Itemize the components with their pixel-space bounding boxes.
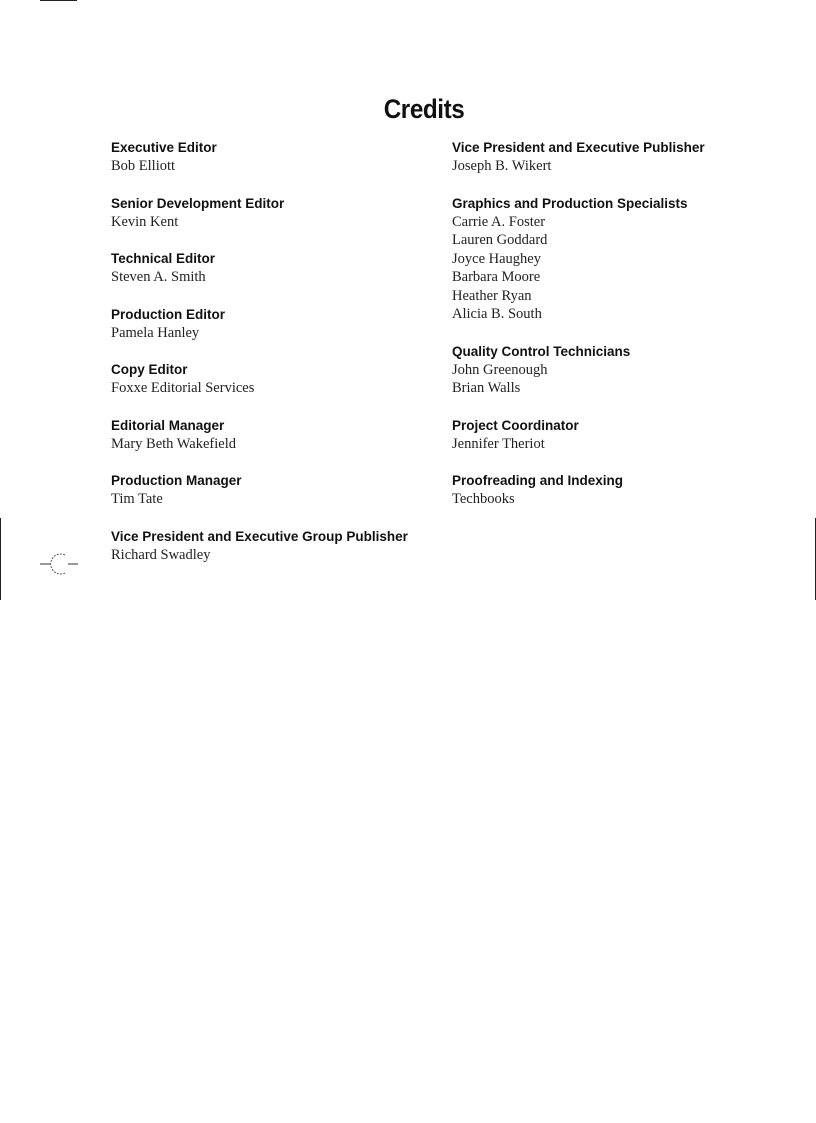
credit-name: Pamela Hanley <box>111 324 200 341</box>
credit-entry <box>111 417 441 454</box>
credit-name: Barbara Moore <box>452 269 541 285</box>
credit-name: John Greenough <box>452 361 548 378</box>
credit-role: Production Manager <box>111 473 242 488</box>
credit-name: Foxxe Editorial Services <box>111 380 255 396</box>
credit-entry <box>111 139 441 176</box>
credit-name: Brian Walls <box>452 380 521 396</box>
credit-name: Steven A. Smith <box>111 269 206 285</box>
credits-left-column <box>111 139 441 583</box>
credit-name: Jennifer Theriot <box>452 435 545 452</box>
registration-mark-icon <box>38 551 80 575</box>
credit-role: Vice President and Executive Group Publisher <box>111 528 408 544</box>
credit-name: Bob Elliott <box>111 158 176 174</box>
credit-name: Tim Tate <box>111 491 163 507</box>
top-crop-rule <box>40 0 77 1</box>
left-margin-rule <box>0 518 1 600</box>
credit-name: Richard Swadley <box>111 546 211 563</box>
credit-name: Kevin Kent <box>111 213 179 230</box>
credit-role: Graphics and Production Specialists <box>452 195 688 211</box>
credit-entry <box>111 306 441 343</box>
credit-entry <box>452 417 782 454</box>
credit-entry <box>111 195 441 232</box>
credit-role: Executive Editor <box>111 140 217 155</box>
credit-entry <box>452 195 782 324</box>
credit-entry <box>452 472 782 509</box>
credit-role: Technical Editor <box>111 251 216 266</box>
credit-name: Lauren Goddard <box>452 232 548 248</box>
credit-role: Editorial Manager <box>111 417 225 433</box>
credit-name: Carrie A. Foster <box>452 213 546 230</box>
credit-entry <box>111 528 441 565</box>
credit-name: Techbooks <box>452 491 515 507</box>
credit-role: Project Coordinator <box>452 417 579 433</box>
credit-name: Mary Beth Wakefield <box>111 435 236 452</box>
credit-name: Alicia B. South <box>452 306 542 322</box>
credit-entry <box>452 139 782 176</box>
credit-role: Vice President and Executive Publisher <box>452 140 705 155</box>
credit-entry <box>111 250 441 287</box>
credit-role: Copy Editor <box>111 362 188 377</box>
credit-entry <box>111 472 441 509</box>
credits-right-column <box>452 139 782 528</box>
credit-entry <box>111 361 441 398</box>
page-title: Credits <box>383 94 465 124</box>
credit-name: Joyce Haughey <box>452 250 541 267</box>
credit-role: Proofreading and Indexing <box>452 473 624 488</box>
credit-entry <box>452 343 782 398</box>
credit-name: Heather Ryan <box>452 287 532 304</box>
credit-name: Joseph B. Wikert <box>452 158 552 174</box>
credit-role: Senior Development Editor <box>111 195 285 211</box>
credit-role: Quality Control Technicians <box>452 343 631 359</box>
credit-role: Production Editor <box>111 306 225 322</box>
